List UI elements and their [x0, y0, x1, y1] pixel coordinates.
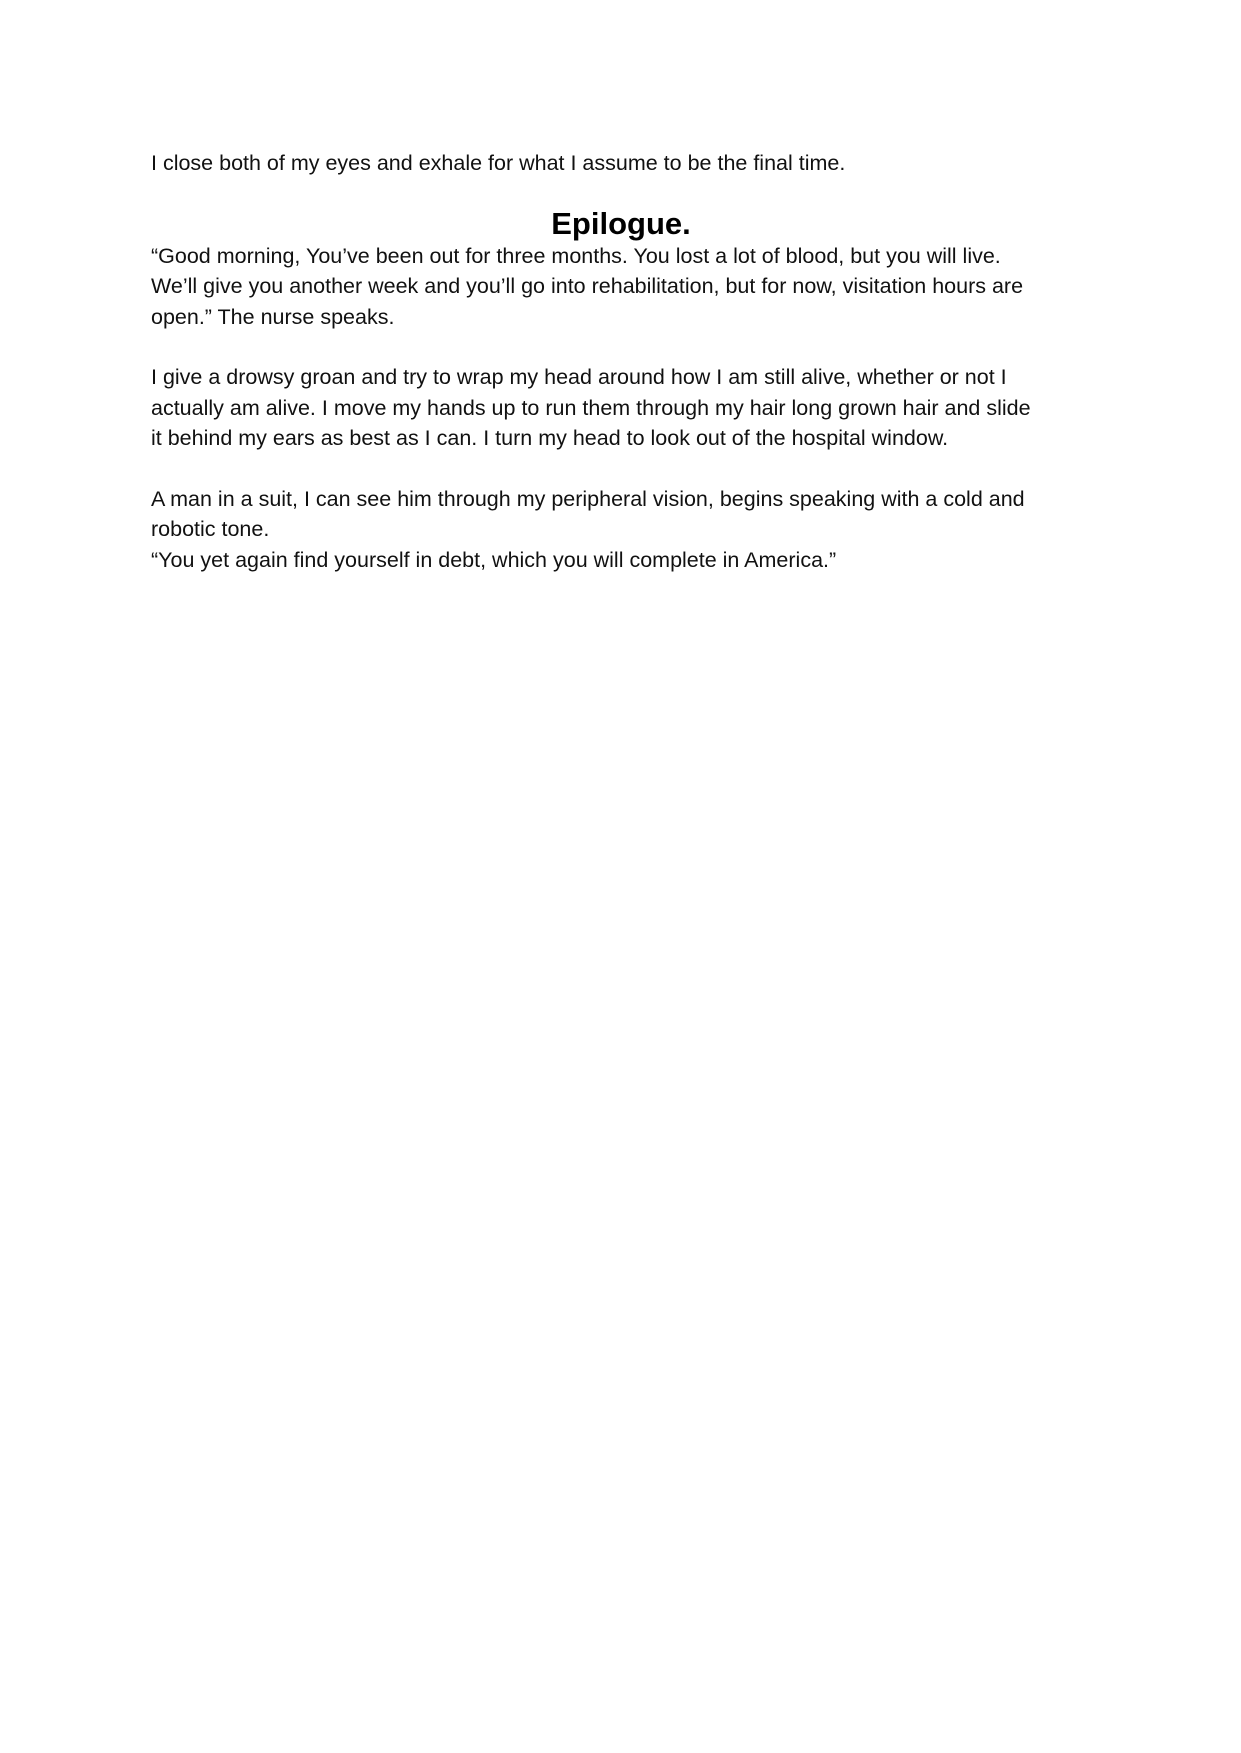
intro-paragraph: I close both of my eyes and exhale for what I assume to be the final time.: [151, 151, 846, 175]
paragraph-waking: I give a drowsy groan and try to wrap my head around how I am still alive, whether or not I actually am alive. I move my hands up to run them through my hair long grown hair and slide it behind my ears as best as I can. I turn my head to look out of the hospital window.: [151, 365, 1031, 450]
paragraph-man-in-suit: A man in a suit, I can see him through my peripheral vision, begins speaking with a cold and robotic tone. “You yet again find yourself in debt, which you will complete in America.”: [151, 486, 1025, 572]
epilogue-heading: Epilogue.: [551, 205, 691, 241]
paragraph-nurse-speech: “Good morning, You’ve been out for three months. You lost a lot of blood, but you will live. We’ll give you another week and you’ll go into rehabilitation, but for now, visitation hours are open.” The nurse speaks.: [151, 243, 1024, 329]
page-content: [151, 148, 1091, 575]
